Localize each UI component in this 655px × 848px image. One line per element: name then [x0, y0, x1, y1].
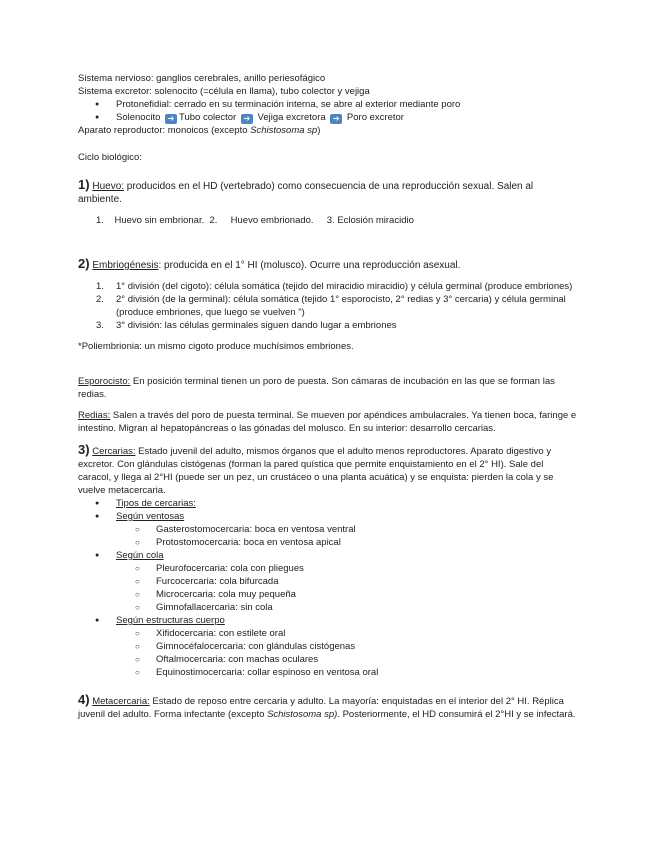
flow-poro: Poro excretor — [346, 112, 404, 123]
poliembrionia-note: *Poliembrionia: un mismo cigoto produce muchísimos embriones. — [78, 341, 354, 352]
group-cola: ● Según cola — [78, 549, 578, 562]
division-item: 3. 3° división: las células germinales siguen dando lugar a embriones — [96, 320, 397, 331]
cercaria-type-item: ○ Oftalmocercaria: con machas oculares — [78, 653, 578, 666]
section-cercarias: 3) Cercarias: Estado juvenil del adulto, mismos órganos que el adulto menos reproductores. Aparato digestivo y excretor. Con glándulas cistógenas (forman la pared quística que permite enquistamiento en el 2° HI). Sale del caracol, y llega al 2°HI (puede ser un pez, un crustáceo o una planta acuática) y se enquista: pierden la cola y se vuelve metacercaria. — [78, 442, 554, 496]
section-metacercaria: 4) Metacercaria: Estado de reposo entre cercaria y adulto. La mayoría: enquistadas en el interior del 2° HI. Réplica juvenil del adulto. Forma infectante (excepto Schistosoma sp). Posteriormente, el HD consumirá el 2°HI y se infectará. — [78, 692, 576, 720]
right-arrow-icon: ➔ — [330, 114, 342, 124]
nervous-system-line: Sistema nervioso: ganglios cerebrales, anillo periesofágico — [78, 73, 326, 84]
section-embriogenesis: 2) Embriogénesis: producida en el 1° HI (molusco). Ocurre una reproducción asexual. — [78, 256, 461, 271]
cercaria-type-item: ○ Gimnocéfalocercaria: con glándulas cistógenas — [78, 640, 578, 653]
cercaria-types-heading: ● Tipos de cercarias: — [78, 497, 578, 510]
cercaria-type-item: ○ Furcocercaria: cola bifurcada — [78, 575, 578, 588]
division-item: 1. 1° división (del cigoto): célula somática (tejido del miracidio miracidio) y célula germinal (produce embriones) — [96, 281, 573, 292]
flow-vejiga: Vejiga excretora — [257, 112, 326, 123]
redias-paragraph: Redias: Salen a través del poro de puesta terminal. Se mueven por apéndices ambulacrales. Ya tienen boca, faringe e intestino. Migran al hepatopáncreas o las gónadas del molusco. En su interior: desarrollo cercarias. — [78, 410, 577, 434]
cercaria-type-item: ○ Pleurofocercaria: cola con pliegues — [78, 562, 578, 575]
esporocisto-paragraph: Esporocisto: En posición terminal tienen un poro de puesta. Son cámaras de incubación en las que se forman las redias. — [78, 376, 555, 400]
right-arrow-icon: ➔ — [165, 114, 177, 124]
group-ventosas: ● Según ventosas — [78, 510, 578, 523]
cercaria-type-item: ○ Microcercaria: cola muy pequeña — [78, 588, 578, 601]
flow-solenocito: Solenocito — [116, 112, 161, 123]
life-cycle-heading: Ciclo biológico: — [78, 152, 142, 163]
cercaria-type-item: ○ Gasterostomocercaria: boca en ventosa ventral — [78, 523, 578, 536]
cercaria-type-item: ○ Equinostimocercaria: collar espinoso en ventosa oral — [78, 666, 578, 679]
flow-tubo: Tubo colector — [179, 112, 237, 123]
cercaria-type-item: ○ Xifidocercaria: con estilete oral — [78, 627, 578, 640]
section-huevo: 1) Huevo: producidos en el HD (vertebrado) como consecuencia de una reproducción sexual. Salen al ambiente. — [78, 177, 534, 205]
egg-stages-line: 1. Huevo sin embrionar. 2. Huevo embrionado. 3. Eclosión miracidio — [96, 215, 414, 226]
right-arrow-icon: ➔ — [241, 114, 253, 124]
cercaria-type-item: ○ Protostomocercaria: boca en ventosa apical — [78, 536, 578, 549]
protonefidial-bullet: ● Protonefidial: cerrado en su terminación interna, se abre al exterior mediante poro — [78, 98, 578, 111]
document-page — [78, 72, 578, 721]
division-item: 2. 2° división (de la germinal): célula somática (tejido 1° esporocisto, 2° redias y 3° cercaria) y célula germinal (produce embriones, que luego se vuelven ") — [96, 294, 566, 318]
cercaria-type-item: ○ Gimnofallacercaria: sin cola — [78, 601, 578, 614]
group-estructuras: ● Según estructuras cuerpo — [78, 614, 578, 627]
excretory-flow-bullet — [78, 111, 578, 124]
reproductive-line: Aparato reproductor: monoicos (excepto Schistosoma sp) — [78, 125, 321, 136]
excretory-system-line: Sistema excretor: solenocito (=célula en llama), tubo colector y vejiga — [78, 86, 370, 97]
